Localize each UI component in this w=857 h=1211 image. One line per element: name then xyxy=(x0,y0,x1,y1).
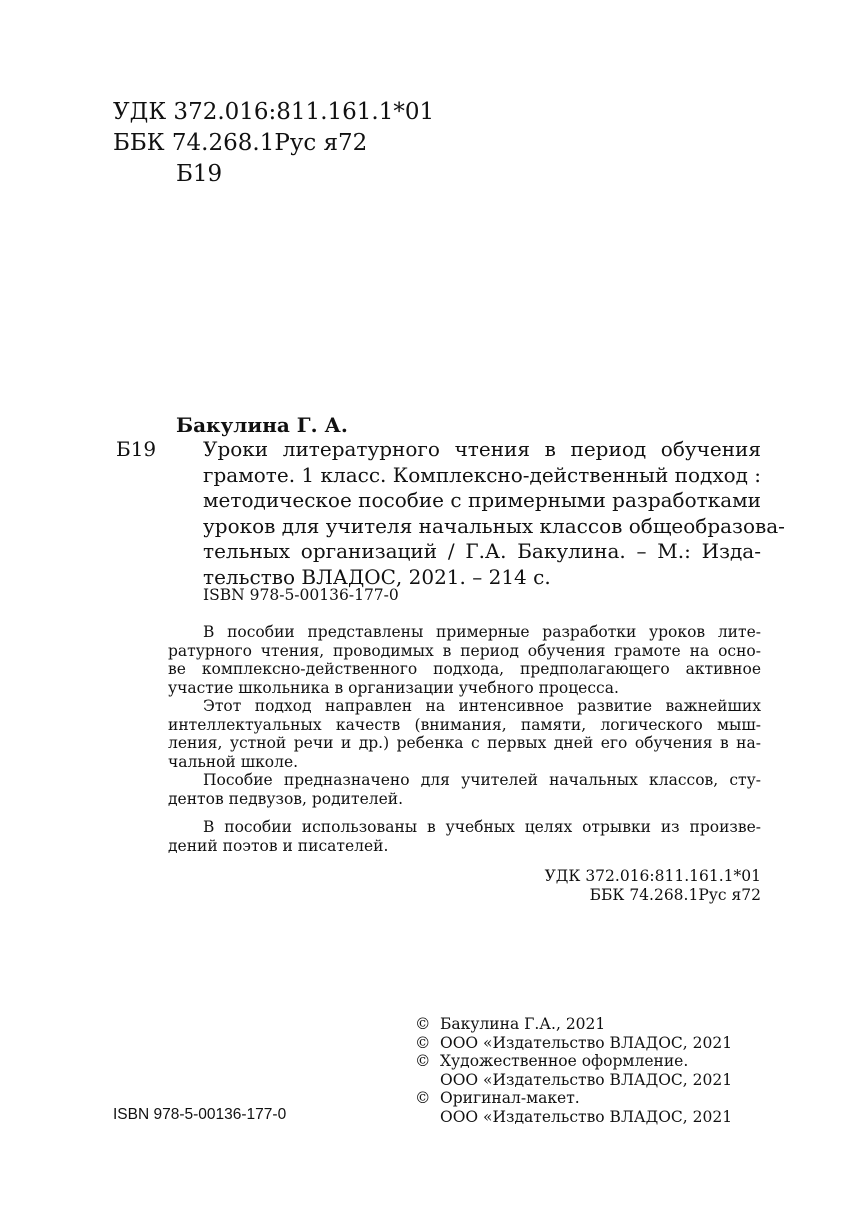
catalog-udk-top: УДК 372.016:811.161.1*01 xyxy=(113,99,435,125)
copyright-icon: © xyxy=(415,1089,431,1107)
note-line: В пособии использованы в учебных целях отрывки из произве- xyxy=(203,818,761,836)
copyright-text: ООО «Издательство ВЛАДОС, 2021 xyxy=(440,1070,733,1089)
footer-isbn: ISBN 978-5-00136-177-0 xyxy=(113,1106,287,1123)
entry-isbn: ISBN 978-5-00136-177-0 xyxy=(203,586,399,604)
abstract-line: В пособии представлены примерные разработки уроков лите- xyxy=(203,623,761,641)
bibliographic-description xyxy=(203,437,785,590)
description-line: грамоте. 1 класс. Комплексно-действенный подход : xyxy=(203,462,762,487)
copyright-line xyxy=(415,1071,732,1090)
copyright-line xyxy=(415,1108,732,1127)
description-line: Уроки литературного чтения в период обучения xyxy=(203,437,761,461)
description-line: тельство ВЛАДОС, 2021. – 214 с. xyxy=(203,564,551,589)
copyright-line xyxy=(415,1052,732,1071)
description-line: методическое пособие с примерными разработками xyxy=(203,488,761,512)
abstract-line: участие школьника в организации учебного процесса. xyxy=(168,678,619,697)
abstract-line: интеллектуальных качеств (внимания, памяти, логического мыш- xyxy=(168,715,761,734)
copyright-line xyxy=(415,1015,732,1034)
copyright-text: ООО «Издательство ВЛАДОС, 2021 xyxy=(440,1033,733,1052)
catalog-bbk-top: ББК 74.268.1Рус я72 xyxy=(113,130,368,156)
copyright-line xyxy=(415,1034,732,1053)
abstract-line: Пособие предназначено для учителей начальных классов, сту- xyxy=(203,771,761,789)
copyright-text: ООО «Издательство ВЛАДОС, 2021 xyxy=(440,1107,733,1126)
copyright-icon: © xyxy=(415,1015,431,1033)
entry-code: Б19 xyxy=(116,437,157,461)
usage-note xyxy=(168,818,761,855)
copyright-text: Оригинал-макет. xyxy=(440,1089,580,1107)
abstract-line: ратурного чтения, проводимых в период обучения грамоте на осно- xyxy=(168,641,761,660)
abstract-line: Этот подход направлен на интенсивное развитие важнейших xyxy=(203,697,761,715)
copyright-icon: © xyxy=(415,1033,431,1052)
abstract-line: чальной школе. xyxy=(168,752,299,771)
copyright-icon: © xyxy=(415,1052,431,1070)
author-name: Бакулина Г. А. xyxy=(176,413,348,437)
abstract-line: ве комплексно-действенного подхода, предполагающего активное xyxy=(168,660,761,678)
description-line: тельных организаций / Г.А. Бакулина. – М.: Изда- xyxy=(203,539,761,563)
catalog-code-top: Б19 xyxy=(176,161,223,187)
abstract xyxy=(168,623,761,808)
copyright-text: Художественное оформление. xyxy=(440,1052,689,1070)
abstract-line: дентов педвузов, родителей. xyxy=(168,789,404,808)
copyright-block xyxy=(415,1015,732,1126)
note-line: дений поэтов и писателей. xyxy=(168,836,389,855)
copyright-text: Бакулина Г.А., 2021 xyxy=(440,1015,606,1033)
abstract-line: ления, устной речи и др.) ребенка с первых дней его обучения в на- xyxy=(168,734,761,752)
copyright-line xyxy=(415,1089,732,1108)
description-line: уроков для учителя начальных классов общеобразова- xyxy=(203,513,785,538)
catalog-udk-bottom: УДК 372.016:811.161.1*01 xyxy=(544,867,761,885)
catalog-bbk-bottom: ББК 74.268.1Рус я72 xyxy=(589,886,761,904)
